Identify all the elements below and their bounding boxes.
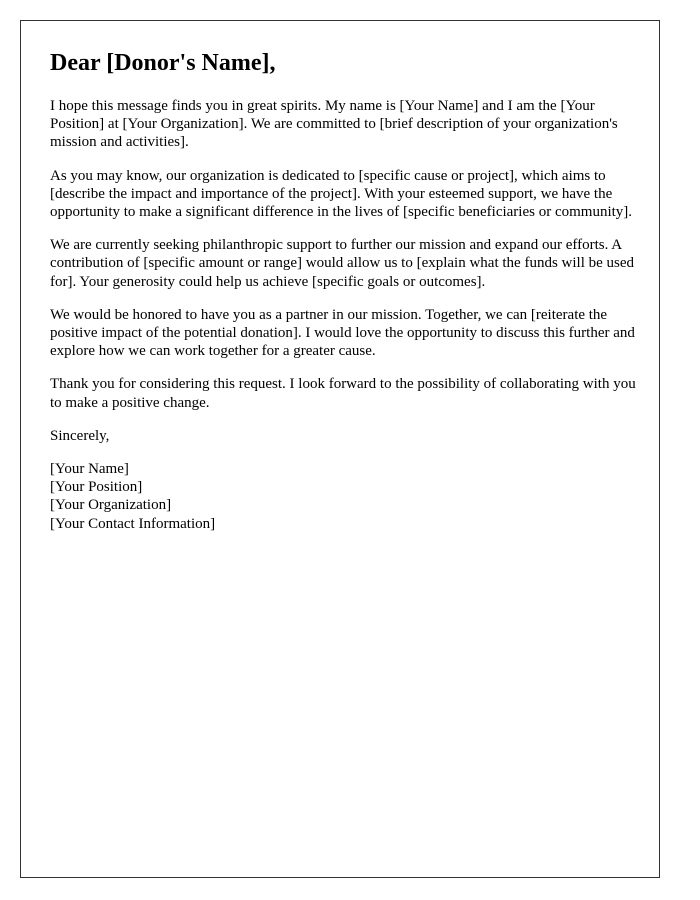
signature-block xyxy=(50,460,636,533)
letter-closing: Sincerely, xyxy=(50,427,110,444)
letter-paragraph-request: We are currently seeking philanthropic support to further our mission and expand our efforts. A contribution of [specific amount or range] would allow us to [explain what the funds will be used for]. Your generosity could help us achieve [specific goals or outcomes]. xyxy=(50,237,635,290)
letter-paragraph-partnership: We would be honored to have you as a partner in our mission. Together, we can [reiterate the positive impact of the potential donation]. I would love the opportunity to discuss this further and explore how we can work together for a greater cause. xyxy=(50,306,635,360)
signature-organization: [Your Organization] xyxy=(50,497,172,514)
signature-contact: [Your Contact Information] xyxy=(50,515,216,532)
letter-paragraph-intro: I hope this message finds you in great spirits. My name is [Your Name] and I am the [Your Position] at [Your Organization]. We are committed to [brief description of your organization's mission and activities]. xyxy=(50,98,618,151)
letter-paragraph-thanks: Thank you for considering this request. I look forward to the possibility of collaborating with you to make a positive change. xyxy=(50,376,636,411)
signature-name: [Your Name] xyxy=(50,461,129,478)
letter-salutation: Dear [Donor's Name], xyxy=(50,50,276,76)
letter-page xyxy=(20,20,660,878)
letter-paragraph-cause: As you may know, our organization is dedicated to [specific cause or project], which aims to [describe the impact and importance of the project]. With your esteemed support, we have the opportunity to make a significant difference in the lives of [specific beneficiaries or community]. xyxy=(50,167,633,221)
signature-position: [Your Position] xyxy=(50,479,143,496)
letter-content xyxy=(50,49,636,533)
